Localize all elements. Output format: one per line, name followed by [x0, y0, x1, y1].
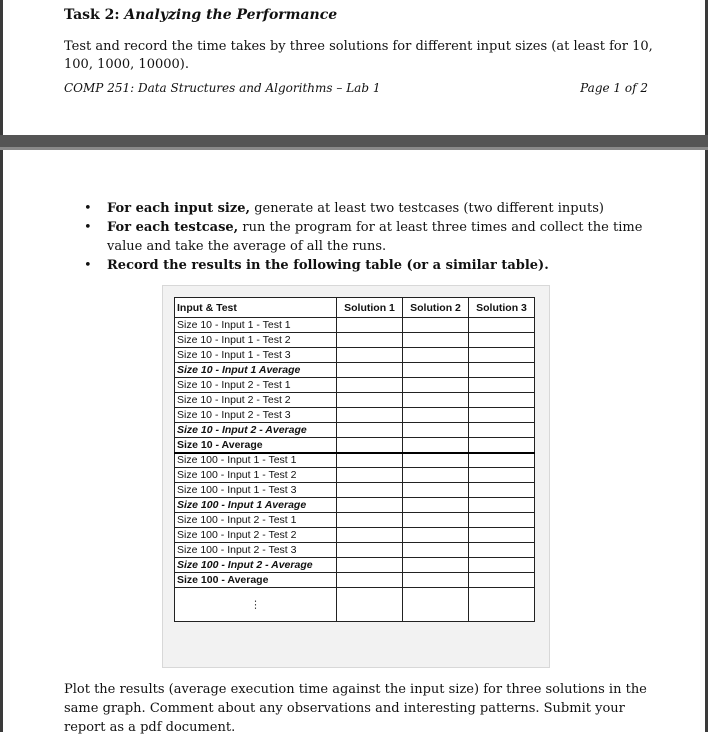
page-number: Page 1 of 2: [580, 81, 648, 95]
row-label: Size 100 - Input 2 - Test 1: [175, 513, 337, 528]
header-solution-1: Solution 1: [337, 298, 403, 318]
solution-cell: [469, 468, 535, 483]
solution-cell: [469, 333, 535, 348]
bullet-icon: •: [84, 258, 92, 273]
results-table: [174, 297, 535, 622]
row-label: Size 10 - Input 1 - Test 1: [175, 318, 337, 333]
ellipsis-row: [175, 588, 535, 622]
solution-cell: [403, 498, 469, 513]
task-title: Task 2: Analyzing the Performance: [64, 7, 338, 23]
bullet-icon: •: [84, 220, 92, 235]
solution-cell: [403, 378, 469, 393]
row-label: Size 10 - Input 1 Average: [175, 363, 337, 378]
table-row: [175, 558, 535, 573]
row-label: Size 10 - Input 2 - Average: [175, 423, 337, 438]
solution-cell: [337, 543, 403, 558]
intro-paragraph: Test and record the time takes by three solutions for different input sizes (at least for 10, 100, 1000, 10000).: [64, 39, 653, 72]
solution-cell: [337, 438, 403, 453]
row-label: Size 100 - Input 1 - Test 2: [175, 468, 337, 483]
instruction-emphasis: For each testcase,: [107, 220, 239, 235]
instruction-item: [84, 218, 664, 256]
solution-cell: [337, 408, 403, 423]
instruction-emphasis: For each input size,: [107, 201, 251, 216]
table-row: [175, 528, 535, 543]
solution-cell: [403, 588, 469, 622]
table-header-row: [175, 298, 535, 318]
row-label: Size 10 - Input 2 - Test 2: [175, 393, 337, 408]
solution-cell: [403, 318, 469, 333]
row-label: Size 100 - Input 1 - Test 1: [175, 453, 337, 468]
table-row: [175, 378, 535, 393]
solution-cell: [403, 393, 469, 408]
solution-cell: [469, 348, 535, 363]
page-break-divider: [0, 135, 708, 147]
table-row: [175, 423, 535, 438]
instruction-item: [84, 199, 664, 218]
solution-cell: [403, 438, 469, 453]
solution-cell: [337, 513, 403, 528]
table-row: [175, 483, 535, 498]
solution-cell: [337, 348, 403, 363]
ellipsis-cell: ⋮: [175, 588, 337, 622]
solution-cell: [469, 408, 535, 423]
solution-cell: [469, 318, 535, 333]
row-label: Size 10 - Average: [175, 438, 337, 453]
solution-cell: [469, 483, 535, 498]
table-row: [175, 453, 535, 468]
solution-cell: [337, 573, 403, 588]
header-solution-3: Solution 3: [469, 298, 535, 318]
solution-cell: [337, 528, 403, 543]
instruction-text: generate at least two testcases (two different inputs): [250, 201, 604, 216]
table-row: [175, 318, 535, 333]
row-label: Size 100 - Average: [175, 573, 337, 588]
course-footer: COMP 251: Data Structures and Algorithms – Lab 1: [64, 81, 381, 95]
row-label: Size 10 - Input 1 - Test 2: [175, 333, 337, 348]
solution-cell: [403, 513, 469, 528]
page-break-shadow: [0, 147, 708, 150]
table-row: [175, 468, 535, 483]
table-row: [175, 348, 535, 363]
solution-cell: [403, 423, 469, 438]
solution-cell: [337, 453, 403, 468]
table-row: [175, 498, 535, 513]
solution-cell: [337, 468, 403, 483]
solution-cell: [469, 423, 535, 438]
solution-cell: [469, 543, 535, 558]
table-row: [175, 393, 535, 408]
solution-cell: [469, 393, 535, 408]
solution-cell: [469, 588, 535, 622]
solution-cell: [403, 363, 469, 378]
table-row: [175, 573, 535, 588]
solution-cell: [337, 378, 403, 393]
solution-cell: [403, 468, 469, 483]
solution-cell: [337, 363, 403, 378]
row-label: Size 10 - Input 2 - Test 1: [175, 378, 337, 393]
row-label: Size 10 - Input 1 - Test 3: [175, 348, 337, 363]
solution-cell: [469, 378, 535, 393]
solution-cell: [469, 573, 535, 588]
row-label: Size 100 - Input 2 - Test 2: [175, 528, 337, 543]
header-input-test: Input & Test: [175, 298, 337, 318]
solution-cell: [337, 498, 403, 513]
solution-cell: [337, 588, 403, 622]
solution-cell: [469, 498, 535, 513]
solution-cell: [337, 393, 403, 408]
instruction-list: [84, 199, 664, 275]
instruction-emphasis: Record the results in the following table (or a similar table).: [107, 258, 549, 273]
solution-cell: [337, 483, 403, 498]
header-solution-2: Solution 2: [403, 298, 469, 318]
page-left-border: [0, 0, 3, 732]
table-row: [175, 363, 535, 378]
solution-cell: [403, 558, 469, 573]
instruction-text: run the program for at least three times and collect the time value and take the average of all the runs.: [107, 220, 643, 254]
solution-cell: [403, 483, 469, 498]
table-row: [175, 438, 535, 453]
table-row: [175, 513, 535, 528]
solution-cell: [403, 408, 469, 423]
solution-cell: [403, 453, 469, 468]
solution-cell: [403, 333, 469, 348]
solution-cell: [337, 558, 403, 573]
instruction-item: [84, 256, 664, 275]
bullet-icon: •: [84, 201, 92, 216]
row-label: Size 10 - Input 2 - Test 3: [175, 408, 337, 423]
row-label: Size 100 - Input 1 Average: [175, 498, 337, 513]
solution-cell: [403, 348, 469, 363]
solution-cell: [337, 423, 403, 438]
closing-paragraph: Plot the results (average execution time against the input size) for three solutions in the same graph. Comment about any observations and interesting patterns. Submit your report as a pdf document.: [64, 682, 647, 735]
solution-cell: [469, 438, 535, 453]
row-label: Size 100 - Input 1 - Test 3: [175, 483, 337, 498]
solution-cell: [403, 543, 469, 558]
solution-cell: [469, 528, 535, 543]
solution-cell: [469, 453, 535, 468]
solution-cell: [469, 363, 535, 378]
solution-cell: [469, 558, 535, 573]
table-row: [175, 408, 535, 423]
row-label: Size 100 - Input 2 - Average: [175, 558, 337, 573]
solution-cell: [403, 573, 469, 588]
solution-cell: [403, 528, 469, 543]
solution-cell: [469, 513, 535, 528]
table-row: [175, 543, 535, 558]
table-row: [175, 333, 535, 348]
solution-cell: [337, 318, 403, 333]
solution-cell: [337, 333, 403, 348]
row-label: Size 100 - Input 2 - Test 3: [175, 543, 337, 558]
